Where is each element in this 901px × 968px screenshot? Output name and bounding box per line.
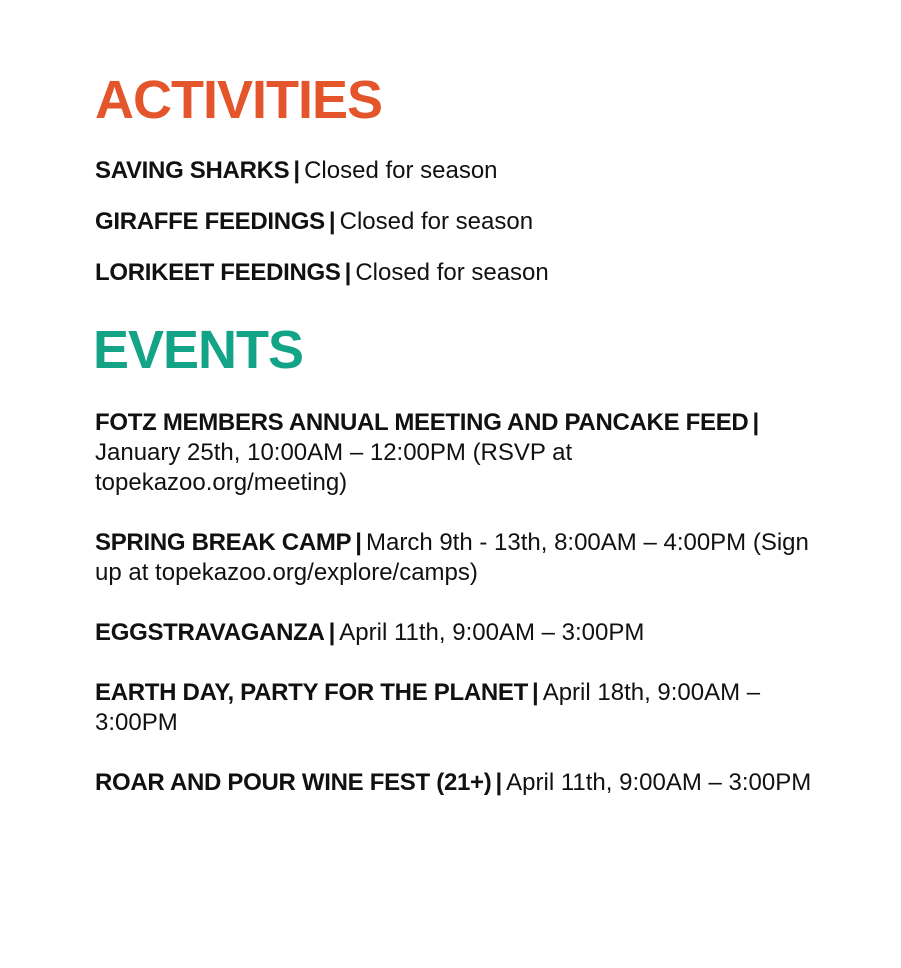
event-item-fotz-meeting	[95, 408, 825, 498]
event-details: April 18th, 9:00AM – 3:00PM	[95, 679, 761, 736]
separator: |	[355, 529, 362, 556]
separator: |	[293, 157, 301, 184]
separator: |	[495, 769, 503, 796]
event-item-eggstravaganza	[95, 618, 825, 648]
activity-item-lorikeet-feedings	[95, 258, 825, 288]
events-heading: EVENTS	[93, 320, 304, 380]
event-name: FOTZ MEMBERS ANNUAL MEETING AND PANCAKE FEED	[95, 409, 749, 436]
activity-item-giraffe-feedings	[95, 207, 825, 237]
separator: |	[752, 409, 760, 436]
event-details: April 11th, 9:00AM – 3:00PM	[506, 769, 812, 796]
activity-status: Closed for season	[339, 208, 534, 235]
activity-item-saving-sharks	[95, 156, 825, 186]
event-details: April 11th, 9:00AM – 3:00PM	[339, 619, 645, 646]
activities-list	[95, 156, 825, 288]
separator: |	[531, 679, 539, 706]
separator: |	[328, 619, 336, 646]
separator: |	[344, 259, 352, 286]
activity-name: SAVING SHARKS	[95, 157, 290, 184]
activities-heading: ACTIVITIES	[95, 70, 383, 130]
event-item-earth-day	[95, 678, 825, 738]
activity-status: Closed for season	[355, 259, 549, 286]
events-list	[95, 408, 825, 798]
event-name: ROAR AND POUR WINE FEST (21+)	[95, 769, 492, 796]
event-details: January 25th, 10:00AM – 12:00PM (RSVP at topekazoo.org/meeting)	[95, 439, 573, 496]
event-item-roar-and-pour	[95, 768, 825, 798]
event-name: EARTH DAY, PARTY FOR THE PLANET	[95, 679, 528, 706]
activity-name: LORIKEET FEEDINGS	[95, 259, 341, 286]
event-name: SPRING BREAK CAMP	[95, 529, 352, 556]
event-name: EGGSTRAVAGANZA	[95, 619, 325, 646]
separator: |	[328, 208, 336, 235]
event-item-spring-break-camp	[95, 528, 825, 588]
event-details: March 9th - 13th, 8:00AM – 4:00PM (Sign up at topekazoo.org/explore/camps)	[95, 529, 809, 586]
schedule-content	[95, 68, 825, 828]
activity-name: GIRAFFE FEEDINGS	[95, 208, 325, 235]
activity-status: Closed for season	[304, 157, 498, 184]
